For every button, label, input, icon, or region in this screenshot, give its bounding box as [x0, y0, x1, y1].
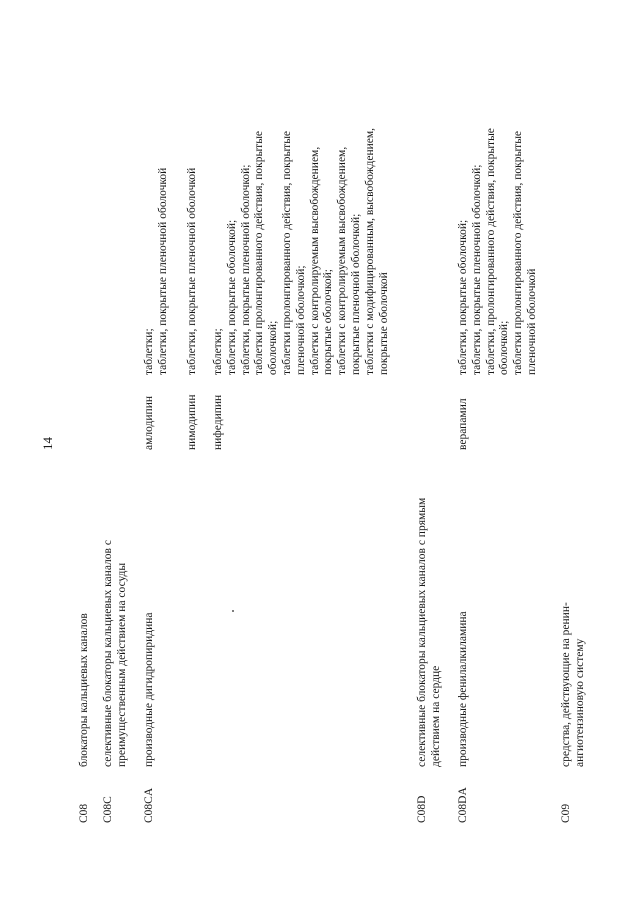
- dosage-form: покрытые оболочкой: [377, 272, 390, 375]
- atc-group-name: производные дигидропиридина: [143, 612, 155, 767]
- dosage-form: покрытые пленочной оболочкой;: [349, 213, 362, 375]
- dosage-form: покрытые оболочкой;: [322, 269, 335, 375]
- dosage-forms: [143, 168, 171, 375]
- atc-code: C08CA: [143, 787, 155, 823]
- dosage-form: таблетки пролонгированного действия, покрытые: [512, 130, 525, 375]
- stray-dot: [232, 610, 234, 612]
- dosage-form: таблетки, покрытые пленочной оболочкой;: [470, 164, 483, 375]
- atc-group-name: производные фенилалкиламина: [457, 611, 469, 767]
- dosage-form: таблетки, покрытые пленочной оболочкой;: [239, 164, 252, 375]
- dosage-form: таблетки пролонгированного действия, покрытые: [253, 130, 266, 375]
- dosage-forms: [212, 128, 391, 375]
- dosage-form: оболочкой;: [267, 320, 280, 375]
- dosage-form: таблетки с контролируемым высвобождением,: [336, 146, 349, 375]
- dosage-forms: [186, 168, 200, 375]
- atc-group-name: средства, действующие на ренин-ангиотензиновую систему: [560, 602, 586, 767]
- drug-name: амлодипин: [143, 395, 155, 450]
- atc-code: C08D: [416, 795, 428, 823]
- atc-code: C08DA: [457, 787, 469, 823]
- atc-code: C08: [78, 803, 90, 823]
- dosage-form: таблетки, покрытые пленочной оболочкой: [186, 167, 198, 375]
- dosage-form: таблетки;: [143, 328, 155, 375]
- dosage-form: пленочной оболочкой;: [294, 265, 307, 375]
- dosage-forms: [457, 128, 540, 375]
- atc-code: C09: [560, 803, 572, 823]
- dosage-form: таблетки, покрытые пленочной оболочкой: [156, 167, 169, 375]
- atc-code: C08C: [102, 796, 114, 823]
- dosage-form: таблетки, пролонгированного действия, покрытые: [484, 128, 497, 375]
- atc-group-name: селективные блокаторы кальциевых каналов с преимущественным действием на сосуды: [102, 540, 128, 767]
- dosage-form: оболочкой;: [498, 320, 511, 375]
- drug-name: верапамил: [457, 398, 469, 450]
- dosage-form: таблетки, покрытые оболочкой;: [457, 219, 469, 375]
- dosage-form: таблетки, покрытые оболочкой;: [225, 219, 238, 375]
- drug-name: нимодипин: [186, 394, 198, 450]
- atc-group-name: селективные блокаторы кальциевых каналов с прямым действием на сердце: [416, 497, 442, 767]
- dosage-form: таблетки пролонгированного действия, покрытые: [280, 130, 293, 375]
- drug-name: нифедипин: [212, 394, 224, 450]
- dosage-form: таблетки с контролируемым высвобождением,: [308, 146, 321, 375]
- dosage-form: таблетки;: [212, 328, 224, 375]
- dosage-form: таблетки с модифицированным, высвобождением,: [363, 127, 376, 375]
- dosage-form: пленочной оболочкой: [525, 268, 538, 375]
- page-number: 14: [40, 437, 55, 450]
- atc-group-name: блокаторы кальциевых каналов: [78, 613, 90, 767]
